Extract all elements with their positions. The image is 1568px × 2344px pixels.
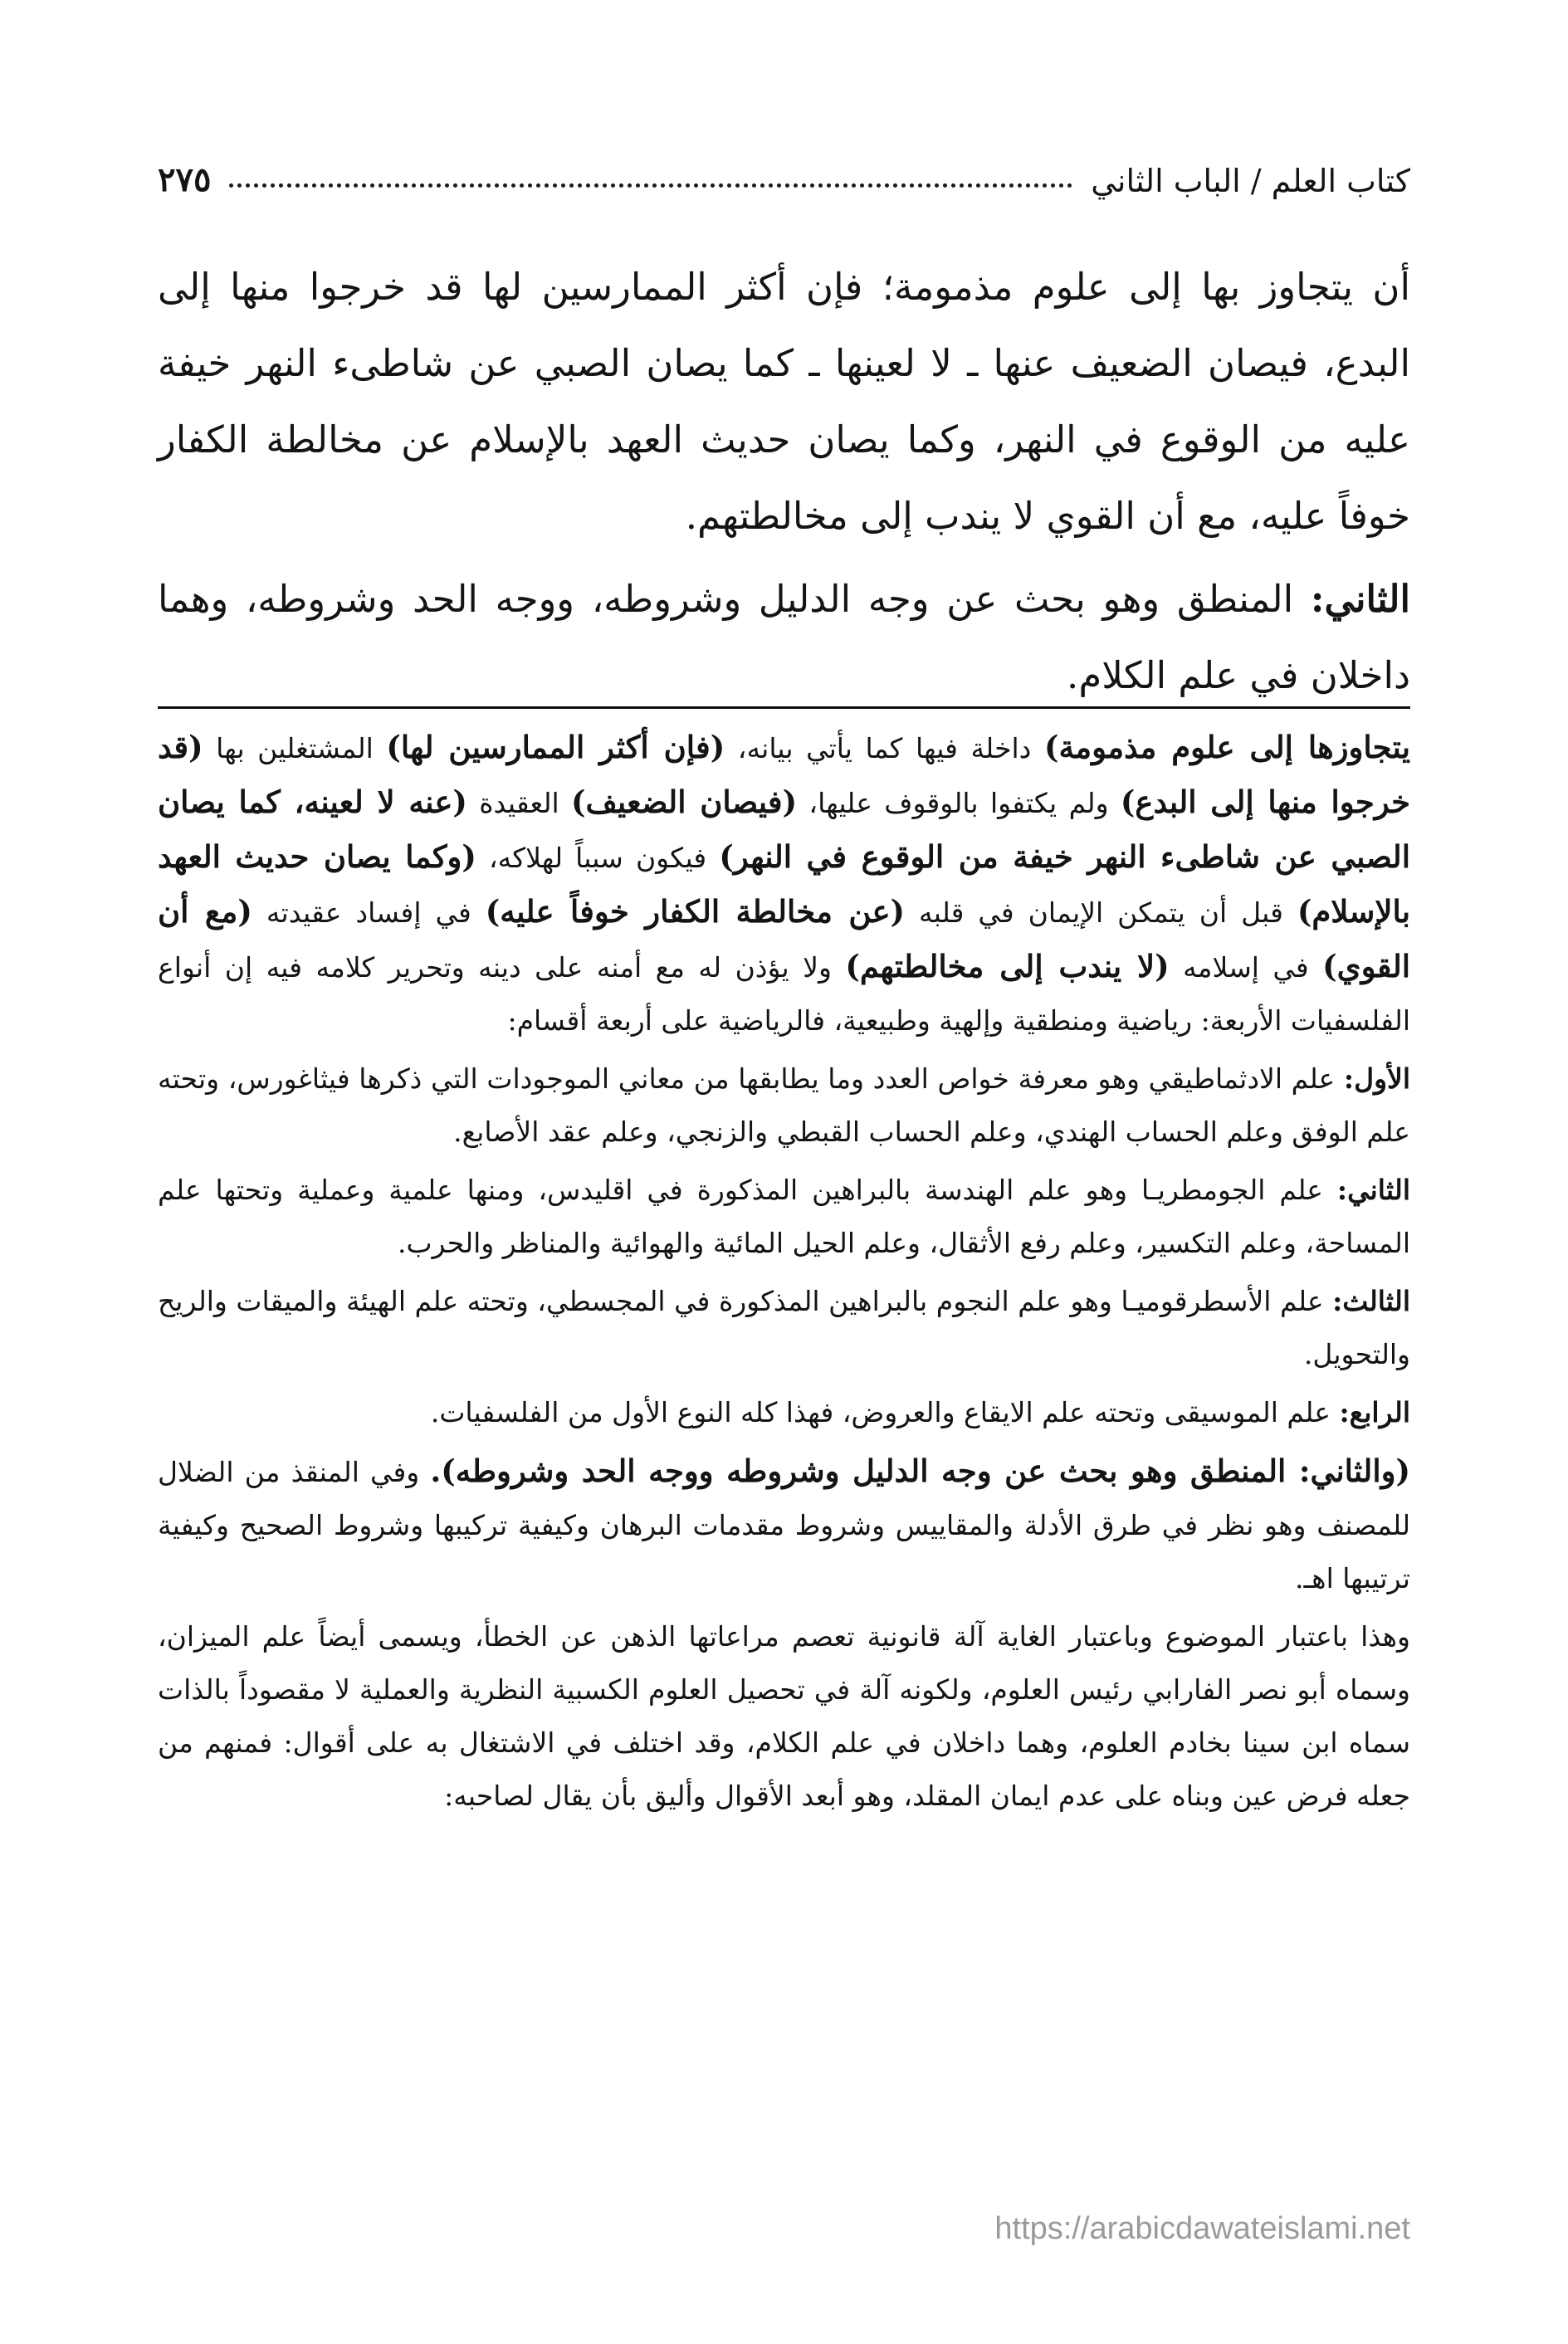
quoted-phrase: يتجاوزها إلى علوم مذمومة) — [1043, 729, 1410, 765]
footnote-divider — [158, 706, 1410, 709]
section-lead: الثالث: — [1332, 1285, 1410, 1317]
commentary-text: علم الجومطريـا وهو علم الهندسة بالبراهين المذكورة في اقليدس، ومنها علمية وعملية وتحتها علم المساحة، وعلم التكسير، وعلم رفع الأثقال، وعلم الحيل المائية والهوائية والمناظر والحرب. — [158, 1174, 1410, 1259]
main-paragraph-2 — [158, 561, 1410, 714]
section-text: المنطق وهو بحث عن وجه الدليل وشروطه، ووجه الحد وشروطه، وهما داخلان في علم الكلام. — [158, 577, 1410, 697]
quoted-phrase: (عن مخالطة الكفار خوفاً عليه) — [485, 893, 906, 930]
commentary-text: علم الموسيقى وتحته علم الايقاع والعروض، فهذا كله النوع الأول من الفلسفيات. — [430, 1396, 1340, 1428]
commentary-paragraph-3 — [158, 1164, 1410, 1270]
commentary-paragraph-6 — [158, 1444, 1410, 1605]
commentary — [158, 720, 1410, 1823]
commentary-paragraph-7: وهذا باعتبار الموضوع وباعتبار الغاية آلة قانونية تعصم مراعاتها الذهن عن الخطأ، ويسمى أيضاً علم الميزان، وسماه أبو نصر الفارابي رئيس العلوم، ولكونه آلة في تحصيل العلوم الكسبية النظرية والعملية لا مقصوداً بالذات سماه ابن سينا بخادم العلوم، وهما داخلان في علم الكلام، وقد اختلف في الاشتغال به على أقوال: فمنهم من جعله فرض عين وبناه على عدم ايمان المقلد، وهو أبعد الأقوال وأليق بأن يقال لصاحبه: — [158, 1620, 1410, 1812]
page-number: ٢٧٥ — [158, 160, 212, 199]
commentary-text: قبل أن يتمكن الإيمان في قلبه — [905, 896, 1297, 929]
commentary-paragraph-1 — [158, 720, 1410, 1047]
dot-leader — [229, 183, 1072, 188]
commentary-text: علم الادثماطيقي وهو معرفة خواص العدد وما يطابقها من معاني الموجودات التي ذكرها فيثاغورس، وتحته علم الوفق وعلم الحساب الهندي، وعلم الحساب القبطي والزنجي، وعلم عقد الأصابع. — [158, 1062, 1410, 1148]
section-lead: الثاني: — [1310, 577, 1410, 621]
commentary-paragraph-5 — [158, 1386, 1410, 1439]
section-lead: الثاني: — [1336, 1174, 1410, 1206]
quoted-phrase: (والثاني: المنطق وهو بحث عن وجه الدليل وشروطه ووجه الحد وشروطه). — [430, 1453, 1410, 1489]
section-lead: الأول: — [1343, 1062, 1410, 1095]
commentary-text: في إفساد عقيدته — [252, 896, 486, 929]
commentary-text: العقيدة — [466, 787, 572, 819]
commentary-paragraph-4 — [158, 1275, 1410, 1381]
commentary-text: المشتغلين بها — [203, 732, 387, 764]
page-header — [158, 141, 1410, 199]
commentary-text: في إسلامه — [1169, 951, 1323, 984]
watermark-url: https://arabicdawateislami.net — [994, 2211, 1410, 2246]
commentary-text: فيكون سبباً لهلاكه، — [476, 842, 720, 874]
quoted-phrase: (فإن أكثر الممارسين لها) — [386, 729, 725, 765]
quoted-phrase: (مع أن القوي) — [158, 893, 1411, 984]
main-text — [158, 249, 1410, 714]
running-title: كتاب العلم / الباب الثاني — [1091, 163, 1410, 199]
commentary-text: داخلة فيها كما يأتي بيانه، — [725, 732, 1044, 764]
commentary-paragraph-2 — [158, 1052, 1410, 1159]
commentary-text: وفي المنقذ من الضلال للمصنف وهو نظر في طرق الأدلة والمقاييس وشروط مقدمات البرهان وكيفية تركيبها وشروط الصحيح وكيفية ترتيبها اهـ. — [158, 1456, 1410, 1594]
commentary-text: ولم يكتفوا بالوقوف عليها، — [797, 787, 1121, 819]
quoted-phrase: (وكما يصان حديث العهد بالإسلام) — [158, 838, 1411, 930]
commentary-text: ولا يؤذن له مع أمنه على دينه وتحرير كلامه فيه إن أنواع الفلسفيات الأربعة: رياضية ومنطقية وإلهية وطبيعية، فالرياضية على أربعة أقسام: — [158, 951, 1410, 1037]
main-paragraph-1: أن يتجاوز بها إلى علوم مذمومة؛ فإن أكثر الممارسين لها قد خرجوا منها إلى البدع، فيصان الضعيف عنها ـ لا لعينها ـ كما يصان الصبي عن شاطىء النهر خيفة عليه من الوقوع في النهر، وكما يصان حديث العهد بالإسلام عن مخالطة الكفار خوفاً عليه، مع أن القوي لا يندب إلى مخالطتهم. — [158, 265, 1410, 538]
commentary-text: علم الأسطرقوميـا وهو علم النجوم بالبراهين المذكورة في المجسطي، وتحته علم الهيئة والميقات والريح والتحويل. — [158, 1285, 1410, 1370]
section-lead: الرابع: — [1339, 1396, 1410, 1428]
quoted-phrase: (عنه لا لعينه، كما يصان الصبي عن شاطىء النهر خيفة من الوقوع في النهر) — [158, 784, 1410, 875]
quoted-phrase: (فيصان الضعيف) — [571, 784, 798, 820]
quoted-phrase: (لا يندب إلى مخالطتهم) — [845, 948, 1170, 984]
quoted-phrase: (قد خرجوا منها إلى البدع) — [158, 729, 1411, 820]
